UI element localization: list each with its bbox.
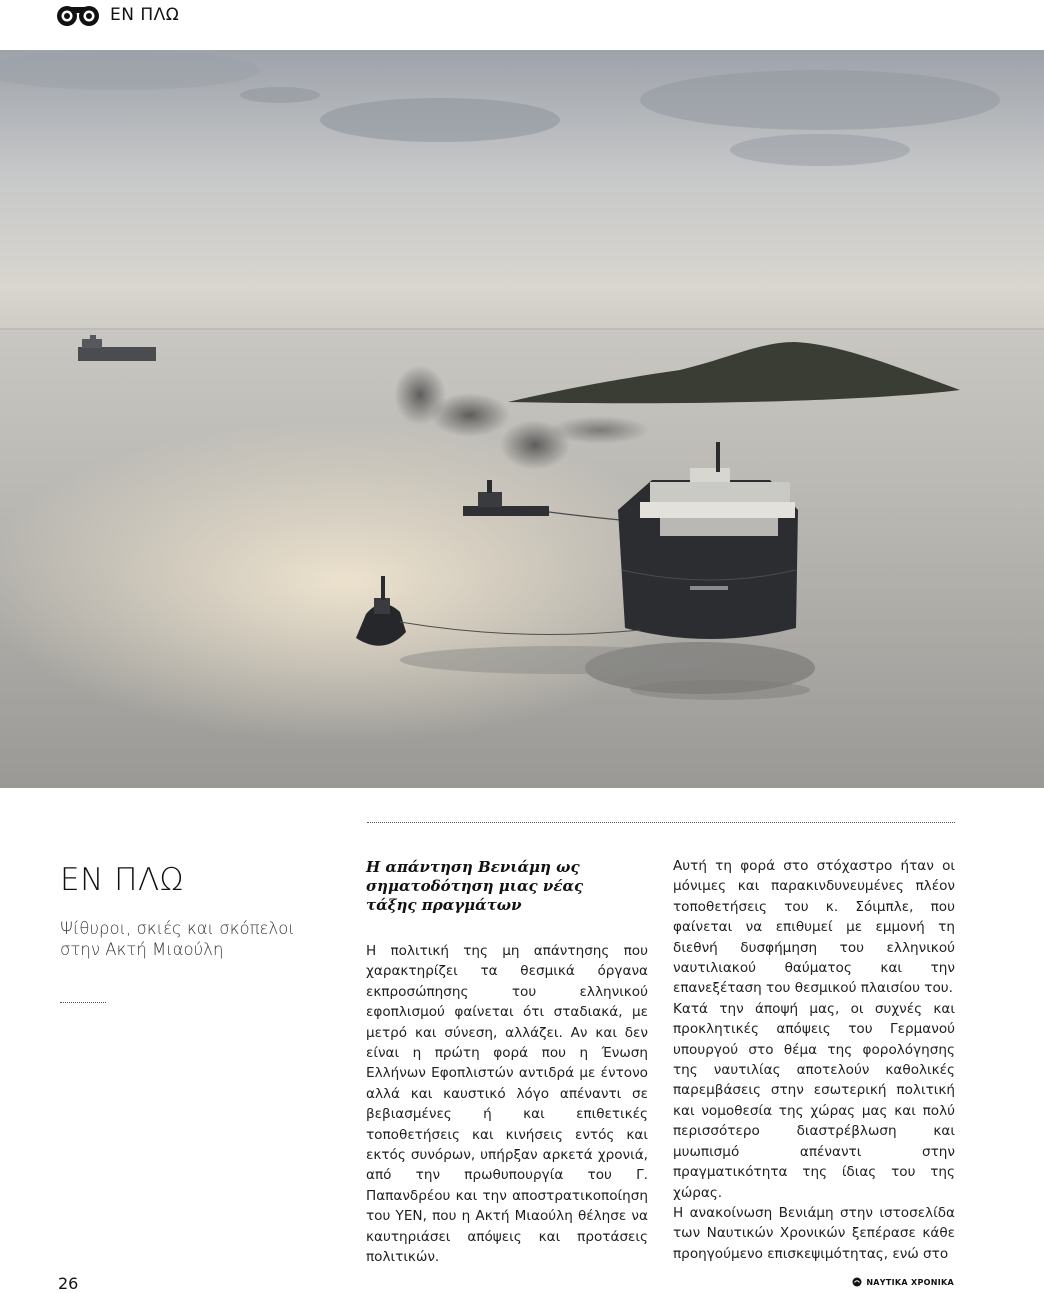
brand-logo-icon	[852, 1277, 862, 1287]
subtitle-line-2: στην Ακτή Μιαούλη	[60, 940, 224, 959]
heading-line-3: τάξης πραγμάτων	[366, 896, 522, 914]
section-label: ΕΝ ΠΛΩ	[110, 5, 180, 25]
binoculars-icon	[56, 4, 100, 26]
sidebar-title: ΕΝ ΠΛΩ	[60, 862, 184, 898]
sidebar-dotted-rule	[60, 1002, 106, 1003]
footer-brand	[852, 1277, 954, 1287]
article-paragraph-2: Αυτή τη φορά στο στόχαστρο ήταν οι μόνιμες και παρακινδυνευμένες πλέον τοποθετήσεις του κ. Σόιμπλε, που φαίνεται να επιθυμεί με εμμονή τη διεθνή δυσφήμηση του ελληνικού ναυτιλιακού θαύματος και την επανεξέταση του θεσμικού πλαισίου του.	[673, 858, 955, 997]
sidebar-subtitle	[60, 918, 330, 960]
page-number: 26	[58, 1274, 79, 1293]
heading-line-1: Η απάντηση Βενιάμη ως	[366, 858, 580, 876]
running-header	[56, 0, 179, 30]
article-column-2	[673, 856, 955, 1264]
column-divider-rule	[367, 822, 955, 823]
article-paragraph-3: Κατά την άποψή μας, οι συχνές και προκλητικές απόψεις του Γερμανού υπουργού στο θέμα της φορολόγησης της ναυτιλίας αποτελούν καθολικές παρεμβάσεις στην εσωτερική πολιτική και νομοθεσία της χώρας μας και πολύ περισσότερο διαστρέβλωση και μυωπισμό απέναντι στην πραγματικότητα της ίδιας του της χώρας.	[673, 1000, 955, 1201]
ship-tugboats-sea-photo	[0, 50, 1044, 788]
article-paragraph-4: Η ανακοίνωση Βενιάμη στην ιστοσελίδα των Ναυτικών Χρονικών ξεπέρασε κάθε προηγούμενο επισκεψιμότητας, ενώ στο	[673, 1204, 955, 1262]
brand-name: ΝΑΥΤΙΚΑ ΧΡΟΝΙΚΑ	[866, 1277, 954, 1287]
article-heading	[366, 858, 648, 915]
article-column-1	[366, 856, 648, 1268]
subtitle-line-1: Ψίθυροι, σκιές και σκόπελοι	[60, 919, 295, 938]
heading-line-2: σηματοδότηση μιας νέας	[366, 877, 584, 895]
sidebar-column	[60, 862, 330, 1003]
article-paragraph-1: Η πολιτική της μη απάντησης που χαρακτηρίζει τα θεσμικά όργανα εκπροσώπησης του ελληνικού εφοπλισμού φαίνεται ότι σταδιακά, με μετρό και σύνεση, αλλάζει. Αν και δεν είναι η πρώτη φορά που η Ένωση Ελλήνων Εφοπλιστών αντιδρά με έντονο αλλά και καυστικό λόγο απέναντι σε βεβιασμένες ή και επιθετικές τοποθετήσεις και κινήσεις εντός και εκτός συνόρων, υπήρξαν αρκετά χρονιά, από την πρωθυπουργία του Γ. Παπανδρέου και την αποστρατικοποίηση του ΥΕΝ, που η Ακτή Μιαούλη θέλησε να καυτηριάσει απόψεις και προτάσεις πολιτικών.	[366, 943, 648, 1266]
